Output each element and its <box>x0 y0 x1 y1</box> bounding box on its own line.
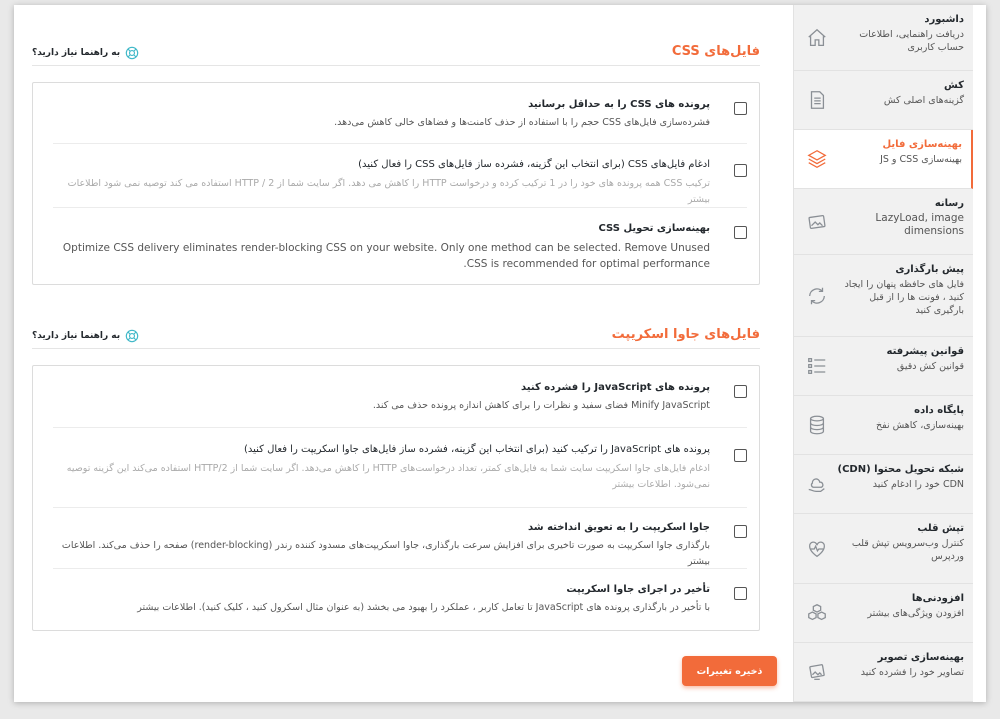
delay-js-checkbox[interactable] <box>734 587 747 600</box>
sidebar-item-desc: فایل های حافظه پنهان را ایجاد کنید ، فونت ها را از قبل بارگیری کنید <box>844 279 964 316</box>
lifebuoy-icon <box>125 46 139 60</box>
option-desc: فشرده‌سازی فایل‌های CSS حجم را با استفاده از حذف کامنت‌ها و فضاهای خالی کاهش می‌دهد. <box>334 117 710 128</box>
lifebuoy-icon <box>125 329 139 343</box>
option-title: جاوا اسکریپت را به تعویق انداخته شد <box>527 522 710 533</box>
option-desc: ترکیب CSS همه پرونده های خود را در 1 ترکیب کرده و درخواست HTTP را کاهش می دهد. اگر سایت شما از HTTP / 2 استفاده می کند توصیه نمی شود اطلاعات بیشتر <box>67 178 710 205</box>
option-desc: با تأخیر در بارگذاری پرونده های JavaScript تا تعامل کاربر ، عملکرد را بهبود می بخشد (به عنوان مثال اسکرول کنید ، کلیک کنید). اطلاعات بیشتر <box>137 602 710 613</box>
option-desc: Optimize CSS delivery eliminates render-blocking CSS on your website. Only one method can be selected. Remove Unused CSS is recommended for optimal performance. <box>62 242 710 270</box>
sidebar <box>793 5 973 702</box>
option-combine-css <box>53 157 747 205</box>
option-title: پرونده های JavaScript را ترکیب کنید (برای انتخاب این گزینه، فشرده ساز فایل‌های جاوا اسکریپت را فعال کنید) <box>243 444 710 455</box>
sidebar-item-title: رسانه <box>934 198 964 209</box>
css-options-box <box>32 82 760 285</box>
sidebar-item-title: افزودنی‌ها <box>911 593 964 604</box>
sidebar-item-advanced-rules[interactable] <box>794 337 973 396</box>
refresh-icon <box>806 285 828 307</box>
help-text: به راهنما نیاز دارید؟ <box>32 331 121 341</box>
save-changes-button[interactable]: ذخیره تغییرات <box>682 656 777 686</box>
sidebar-item-database[interactable] <box>794 396 973 455</box>
sidebar-item-file-optimization[interactable] <box>794 130 973 189</box>
divider <box>53 427 747 428</box>
cloud-hand-icon <box>806 473 828 495</box>
css-section-title: فایل‌های CSS <box>671 44 760 59</box>
minify-js-checkbox[interactable] <box>734 385 747 398</box>
js-options-box <box>32 365 760 631</box>
sidebar-item-desc: گزینه‌های اصلی کش <box>883 95 964 106</box>
sidebar-item-title: پیش بارگذاری <box>895 264 964 275</box>
sidebar-item-desc: CDN خود را ادغام کنید <box>872 479 964 490</box>
help-text: به راهنما نیاز دارید؟ <box>32 48 121 58</box>
divider <box>53 143 747 144</box>
option-minify-js <box>53 380 747 416</box>
heartbeat-icon <box>806 538 828 560</box>
divider <box>53 207 747 208</box>
option-desc: بارگذاری جاوا اسکریپت به صورت تاخیری برای افزایش سرعت بارگذاری، جاوا اسکریپت‌های مسدود کننده رندر (render-blocking) صفحه را حذف می‌کند. اطلاعات بیشتر <box>61 540 710 567</box>
sidebar-item-title: کش <box>944 80 964 91</box>
home-icon <box>806 27 828 49</box>
sidebar-item-desc: بهینه‌سازی، کاهش نفخ <box>876 420 964 431</box>
sidebar-item-image-optimization[interactable] <box>794 643 973 702</box>
sidebar-item-desc: کنترل وب‌سرویس تپش قلب وردپرس <box>851 538 964 562</box>
option-title: پرونده های CSS را به حداقل برسانید <box>528 99 710 110</box>
sidebar-item-title: شبکه تحویل محتوا (CDN) <box>837 464 964 475</box>
sidebar-item-title: بهینه‌سازی فایل <box>882 139 962 150</box>
sidebar-item-title: تپش قلب <box>917 523 964 534</box>
sidebar-item-desc: دریافت راهنمایی، اطلاعات حساب کاربری <box>859 29 964 53</box>
js-help-link[interactable] <box>32 329 139 343</box>
js-section-title: فایل‌های جاوا اسکریپت <box>611 327 760 342</box>
optimize-css-delivery-checkbox[interactable] <box>734 226 747 239</box>
option-delay-js <box>53 582 747 618</box>
main-content <box>32 5 763 702</box>
list-icon <box>806 355 828 377</box>
app-window <box>14 5 986 702</box>
defer-js-checkbox[interactable] <box>734 525 747 538</box>
option-title: بهینه‌سازی تحویل CSS <box>598 223 710 234</box>
combine-css-checkbox[interactable] <box>734 164 747 177</box>
minify-css-checkbox[interactable] <box>734 102 747 115</box>
layers-icon <box>806 148 828 170</box>
sidebar-item-heartbeat[interactable] <box>794 514 973 584</box>
option-title: پرونده های JavaScript را فشرده کنید <box>521 382 710 393</box>
cubes-icon <box>806 602 828 624</box>
sidebar-item-desc: بهینه‌سازی CSS و JS <box>880 154 962 165</box>
divider <box>53 507 747 508</box>
sidebar-item-desc: تصاویر خود را فشرده کنید <box>860 667 964 678</box>
js-section-header <box>32 321 760 349</box>
sidebar-item-desc: افزودن ویژگی‌های بیشتر <box>867 608 964 619</box>
divider <box>53 568 747 569</box>
sidebar-item-cache[interactable] <box>794 71 973 130</box>
option-desc: ادغام فایل‌های جاوا اسکریپت سایت شما به فایل‌های کمتر، تعداد درخواست‌های HTTP را کاهش می‌دهد. اگر سایت شما از HTTP/2 استفاده می‌کند این گزینه توصیه نمی‌شود. اطلاعات بیشتر <box>66 463 710 490</box>
sidebar-item-desc: قوانین کش دقیق <box>896 361 964 372</box>
option-title: تأخیر در اجرای جاوا اسکریپت <box>566 584 710 595</box>
option-minify-css <box>53 97 747 133</box>
document-icon <box>806 89 828 111</box>
sidebar-item-cdn[interactable] <box>794 455 973 514</box>
css-help-link[interactable] <box>32 46 139 60</box>
sidebar-item-dashboard[interactable] <box>794 5 973 71</box>
image-compress-icon <box>806 661 828 683</box>
option-combine-js <box>53 442 747 496</box>
sidebar-item-addons[interactable] <box>794 584 973 643</box>
sidebar-item-media[interactable] <box>794 189 973 255</box>
image-icon <box>806 211 828 233</box>
sidebar-item-title: بهینه‌سازی تصویر <box>877 652 964 663</box>
sidebar-item-preload[interactable] <box>794 255 973 337</box>
option-title: ادغام فایل‌های CSS (برای انتخاب این گزینه، فشرده ساز فایل‌های CSS را فعال کنید) <box>358 159 710 170</box>
option-desc: Minify JavaScript فضای سفید و نظرات را برای کاهش اندازه پرونده حذف می کند. <box>372 400 710 411</box>
sidebar-item-title: پایگاه داده <box>914 405 964 416</box>
database-icon <box>806 414 828 436</box>
sidebar-item-desc: LazyLoad, image dimensions <box>875 212 964 237</box>
css-section-header <box>32 38 760 66</box>
sidebar-item-title: داشبورد <box>924 14 964 25</box>
option-optimize-css-delivery <box>53 221 747 273</box>
combine-js-checkbox[interactable] <box>734 449 747 462</box>
option-defer-js <box>53 520 747 567</box>
sidebar-item-title: قوانین پیشرفته <box>886 346 964 357</box>
